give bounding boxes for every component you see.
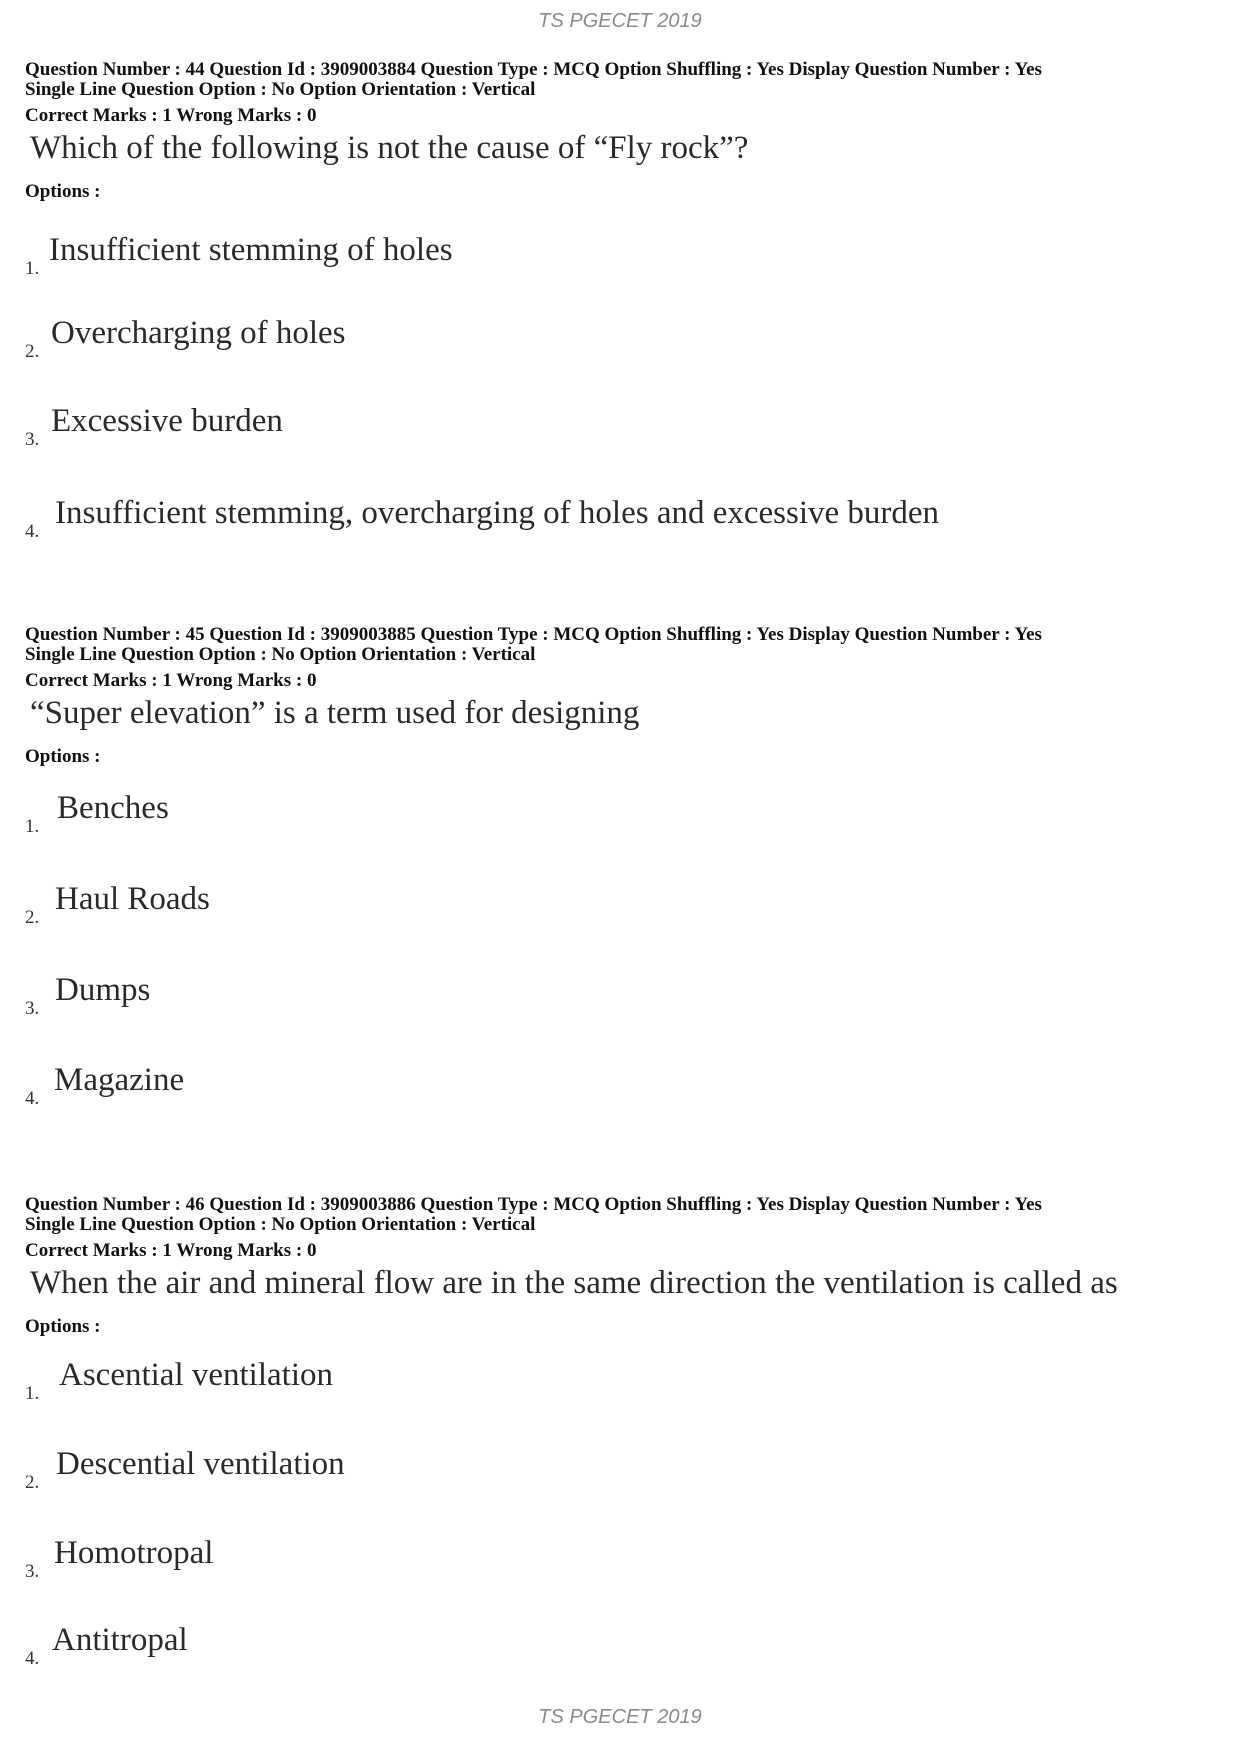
option-number: 3. [25,429,40,450]
options-label: Options : [25,1316,101,1337]
question-marks: Correct Marks : 1 Wrong Marks : 0 [25,105,317,126]
option-number: 3. [25,1561,40,1582]
option-text: Benches [57,790,169,826]
question-text: When the air and mineral flow are in the same direction the ventilation is called as [30,1265,1118,1301]
option-number: 2. [25,1472,40,1493]
option-text: Insufficient stemming, overcharging of holes and excessive burden [55,495,940,531]
option-number: 2. [25,341,40,362]
option-number: 1. [25,258,40,279]
option-text: Haul Roads [55,881,210,917]
question-meta-line1: Question Number : 46 Question Id : 3909003886 Question Type : MCQ Option Shuffling : Yes Display Question Number : Yes [25,1194,1042,1215]
option-number: 1. [25,816,40,837]
option-text: Homotropal [54,1535,214,1571]
question-meta-line1: Question Number : 44 Question Id : 3909003884 Question Type : MCQ Option Shuffling : Yes Display Question Number : Yes [25,59,1042,80]
option-text: Dumps [55,972,151,1008]
question-text: Which of the following is not the cause of “Fly rock”? [30,130,749,166]
question-meta-line2: Single Line Question Option : No Option Orientation : Vertical [25,644,536,665]
option-text: Ascential ventilation [59,1357,334,1393]
question-block [25,1194,1225,1669]
question-text: “Super elevation” is a term used for designing [30,695,640,731]
option-number: 2. [25,907,40,928]
option-number: 4. [25,1648,40,1669]
question-marks: Correct Marks : 1 Wrong Marks : 0 [25,670,317,691]
option-text: Descential ventilation [56,1446,345,1482]
option-number: 4. [25,521,40,542]
option-number: 3. [25,998,40,1019]
question-block [25,624,1225,1109]
option-text: Excessive burden [51,403,283,439]
question-meta-line2: Single Line Question Option : No Option Orientation : Vertical [25,1214,536,1235]
option-text: Magazine [54,1062,185,1098]
options-label: Options : [25,746,101,767]
option-number: 4. [25,1088,40,1109]
option-number: 1. [25,1383,40,1404]
option-text: Insufficient stemming of holes [49,232,453,268]
option-text: Antitropal [52,1622,188,1658]
option-text: Overcharging of holes [51,315,346,351]
question-block [25,59,1225,542]
page-footer: TS PGECET 2019 [538,1706,702,1728]
question-meta-line1: Question Number : 45 Question Id : 3909003885 Question Type : MCQ Option Shuffling : Yes Display Question Number : Yes [25,624,1042,645]
question-marks: Correct Marks : 1 Wrong Marks : 0 [25,1240,317,1261]
options-label: Options : [25,181,101,202]
page-header: TS PGECET 2019 [538,10,702,32]
question-meta-line2: Single Line Question Option : No Option Orientation : Vertical [25,79,536,100]
